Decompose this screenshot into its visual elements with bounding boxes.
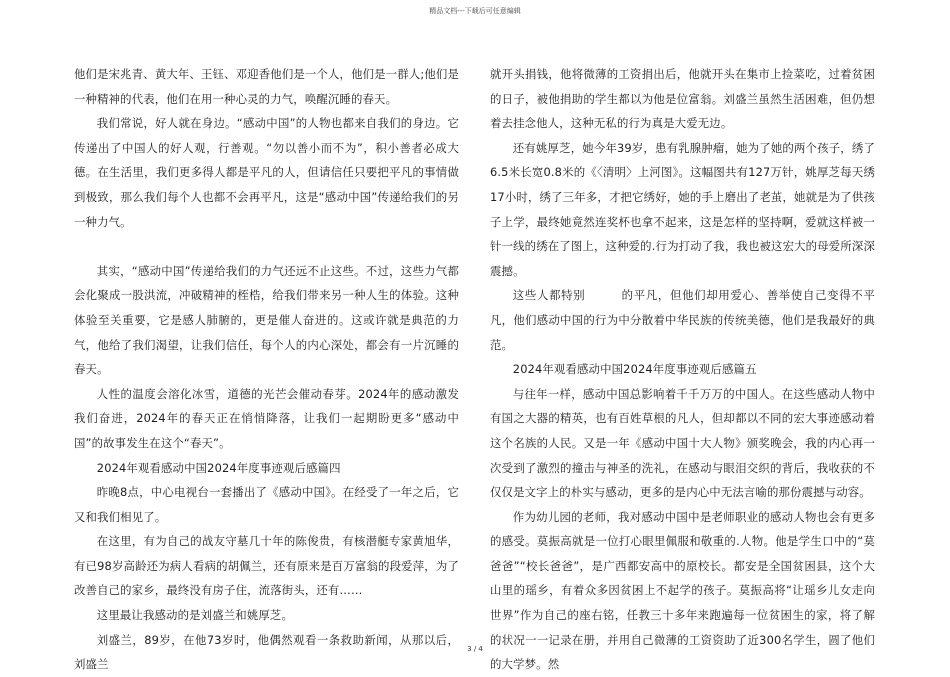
paragraph: 刘盛兰，89岁，在他73岁时，他偶然观看一条救助新闻，从那以后，刘盛兰 <box>74 632 459 672</box>
right-column <box>490 62 875 677</box>
section-heading: 2024年观看感动中国2024年度事迹观后感篇四 <box>96 460 341 475</box>
paragraph: 还有姚厚芝，她今年39岁，患有乳腺肿瘤，她为了她的两个孩子，绣了6.5米长宽0.8米的《〈清明〉上河图》。这幅图共有127万针，姚厚芝每天绣17小时，绣了三年多，才把它绣好，她的手上磨出了老茧，她就是为了供孩子上学，最终她竟然连奖杯也拿不起来，这是怎样的坚持啊，爱就这样被一针一线的绣在了图上，这种爱的.行为打动了我，我也被这宏大的母爱所深深震撼。 <box>490 140 875 278</box>
paragraph: 在这里，有为自己的战友守墓几十年的陈俊贵，有核潜艇专家黄旭华，有已98岁高龄还为病人看病的胡佩兰，还有原来是百万富翁的段爱萍，为了改善自己的家乡，最终没有房子住，流落街头，还有…… <box>74 534 459 598</box>
paragraph: 其实，“感动中国”传递给我们的力气还远不止这些。不过，这些力气都会化聚成一股洪流，冲破精神的桎梏，给我们带来另一种人生的体验。这种体验至关重要，它是感人肺腑的，更是催人奋进的。这或许就是典范的力气，他给了我们渴望，让我们信任，每个人的内心深处，都会有一片沉睡的春天。 <box>74 263 459 377</box>
paragraph: 人性的温度会溶化冰雪，道德的光芒会催动春芽。2024年的感动激发我们奋进，2024年的春天正在悄悄降落，让我们一起期盼更多“感动中国”的故事发生在这个“春天”。 <box>74 386 459 450</box>
paragraph: 他们是宋兆青、黄大年、王钰、邓迎香他们是一个人，他们是一群人;他们是一种精神的代表，他们在用一种心灵的力气，唤醒沉睡的春天。 <box>74 67 459 106</box>
paragraph: 作为幼儿园的老师，我对感动中国中是老师职业的感动人物也会有更多的感受。莫振高就是一位打心眼里佩服和敬重的.人物。他是学生口中的“莫爸爸”“校长爸爸”，是广西都安高中的原校长。都安是全国贫困县，这个大山里的瑶乡，有着众多因贫困上不起学的孩子。莫振高将“让瑶乡儿女走向世界”作为自己的座右铭，任教三十多年来跑遍每一位贫困生的家，将了解的状况一一记录在册，并用自己微薄的工资资助了近300名学生，圆了他们的大学梦。然 <box>490 509 875 672</box>
paragraph: 昨晚8点，中心电视台一套播出了《感动中国》。在经受了一年之后，它又和我们相见了。 <box>74 485 459 524</box>
left-column <box>74 62 459 677</box>
paragraph: 这些人都特别 的平凡，但他们却用爱心、善举使自己变得不平凡，他们感动中国的行为中分散着中华民族的传统美德，他们是我最好的典范。 <box>490 288 875 352</box>
paragraph-gap <box>74 234 459 259</box>
page-number: 3 / 4 <box>467 645 483 653</box>
section-heading: 2024年观看感动中国2024年度事迹观后感篇五 <box>512 362 757 377</box>
page-header: 精品文档---下载后可任意编辑 <box>429 7 521 15</box>
paragraph: 我们常说，好人就在身边。“感动中国”的人物也都来自我们的身边。它传递出了中国人的好人观，行善观。“勿以善小而不为”，积小善者必成大德。在生活里，我们更多得人都是平凡的人，但请信任只要把平凡的事情做到极致，那么我们每个人也都不会再平凡，这是“感动中国”传递给我们的另一种力气。 <box>74 116 459 229</box>
paragraph: 与往年一样，感动中国总影响着千千万万的中国人。在这些感动人物中有国之大器的精英，也有百姓草根的凡人，但却都以不同的宏大事迹感动着这个名族的人民。又是一年《感动中国十大人物》颁奖晚会，我的内心再一次受到了激烈的撞击与神圣的洗礼，在感动与眼泪交织的背后，我收获的不仅仅是文字上的朴实与感动，更多的是内心中无法言喻的那份震撼与动容。 <box>490 386 875 500</box>
paragraph: 这里最让我感动的是刘盛兰和姚厚芝。 <box>96 608 293 623</box>
paragraph: 就开头捐钱，他将微薄的工资捐出后，他就开头在集市上捡菜吃，过着贫困的日子，被他捐助的学生都以为他是位富翁。刘盛兰虽然生活困难，但仍想着去挂念他人，这种无私的行为真是大爱无边。 <box>490 67 875 131</box>
